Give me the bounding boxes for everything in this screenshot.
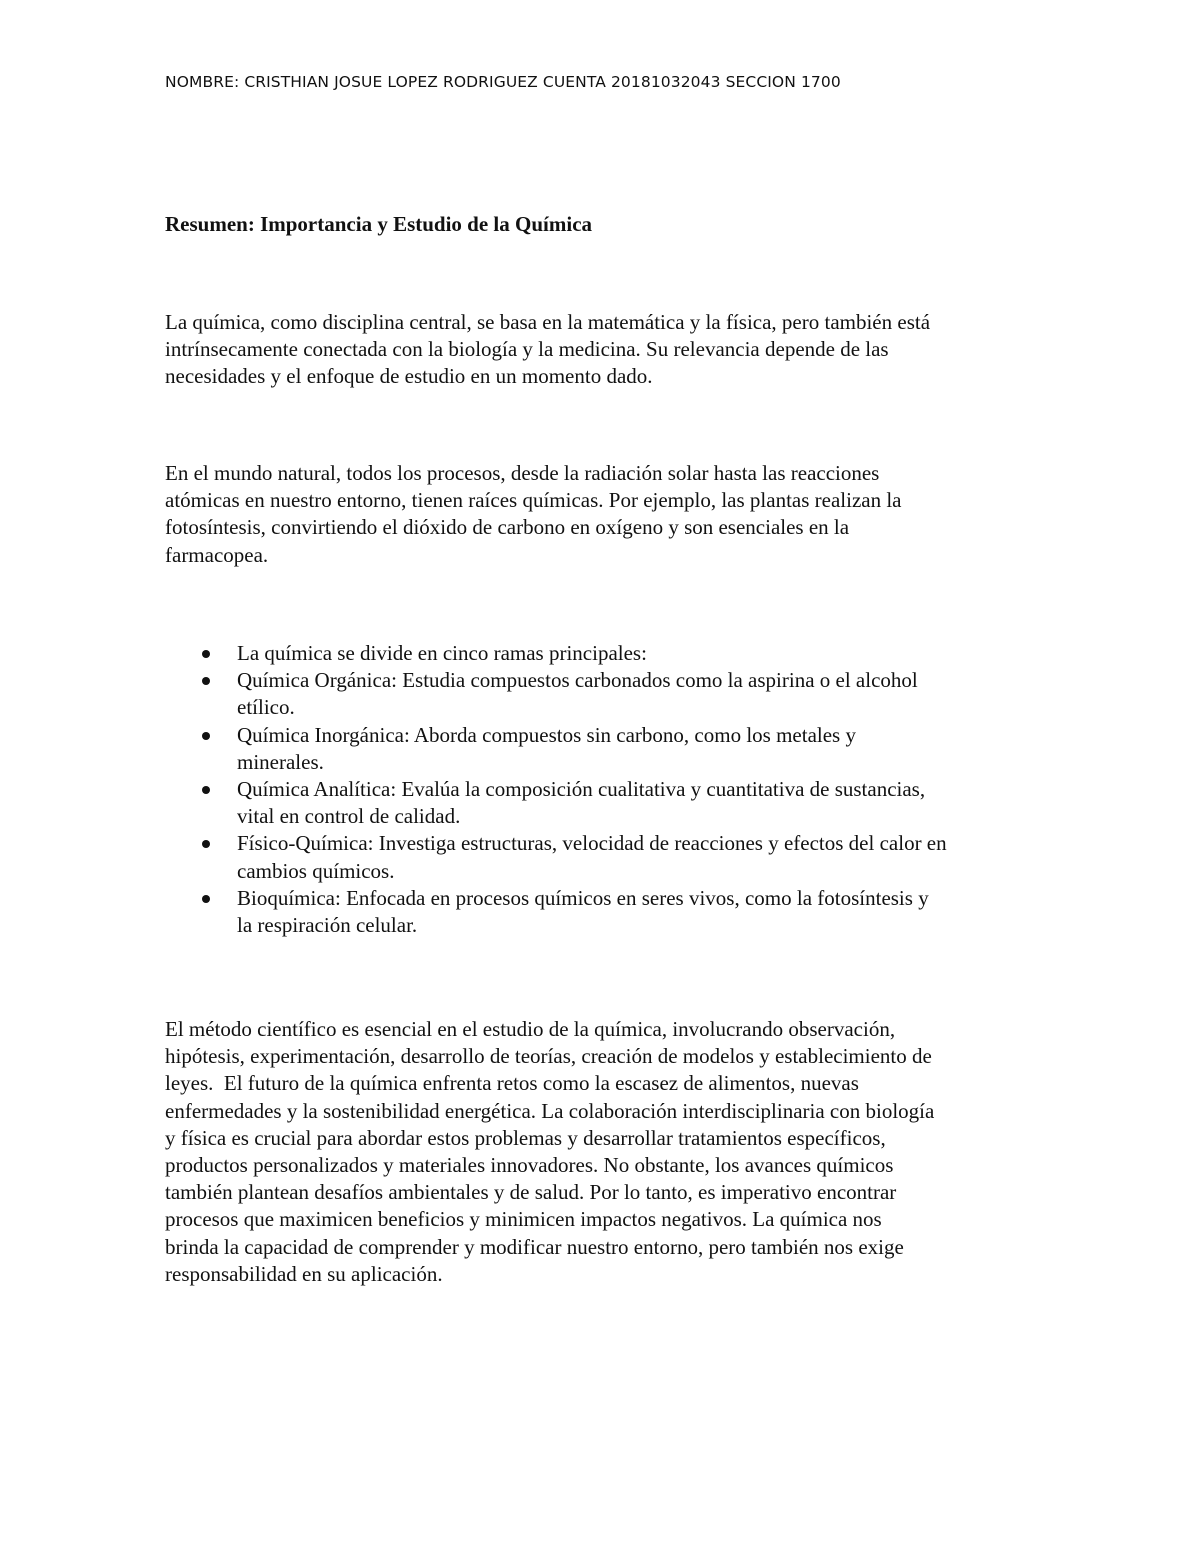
list-item [165,885,1065,939]
list-item-line: minerales. [237,749,324,774]
paragraph-line: atómicas en nuestro entorno, tienen raíces químicas. Por ejemplo, las plantas realizan la [165,488,902,513]
paragraph-line: En el mundo natural, todos los procesos, desde la radiación solar hasta las reacciones [165,461,880,485]
paragraph-line: brinda la capacidad de comprender y modificar nuestro entorno, pero también nos exige [165,1234,904,1259]
paragraph-line: hipótesis, experimentación, desarrollo de teorías, creación de modelos y establecimiento de [165,1044,932,1069]
document-title: Resumen: Importancia y Estudio de la Química [165,212,593,236]
list-item-line: etílico. [237,695,295,720]
paragraph-line: farmacopea. [165,542,269,567]
paragraph-line: procesos que maximicen beneficios y minimicen impactos negativos. La química nos [165,1207,882,1232]
student-header: NOMBRE: CRISTHIAN JOSUE LOPEZ RODRIGUEZ CUENTA 20181032043 SECCION 1700 [165,73,841,91]
paragraph-line: El método científico es esencial en el estudio de la química, involucrando observación, [165,1017,896,1041]
paragraph-line: La química, como disciplina central, se basa en la matemática y la física, pero también está [165,310,931,334]
paragraph-line: fotosíntesis, convirtiendo el dióxido de carbono en oxígeno y son esenciales en la [165,515,850,540]
bullet-icon [202,840,210,848]
paragraph-intro [165,309,1045,391]
paragraph-line: también plantean desafíos ambientales y de salud. Por lo tanto, es imperativo encontrar [165,1180,897,1205]
paragraph-natural-world [165,460,1045,569]
paragraph-line: productos personalizados y materiales innovadores. No obstante, los avances químicos [165,1153,894,1178]
list-item-line: vital en control de calidad. [237,804,461,829]
list-item [165,830,1065,884]
bullet-icon [202,732,210,740]
list-item [165,640,1065,667]
list-item [165,776,1065,830]
list-item [165,667,1065,721]
bullet-icon [202,650,210,658]
list-item-line: La química se divide en cinco ramas principales: [237,641,647,665]
paragraph-line: enfermedades y la sostenibilidad energética. La colaboración interdisciplinaria con biología [165,1098,935,1123]
list-item-line: Físico-Química: Investiga estructuras, velocidad de reacciones y efectos del calor en [237,831,947,856]
list-item-line: Química Inorgánica: Aborda compuestos sin carbono, como los metales y [237,722,856,747]
paragraph-line: y física es crucial para abordar estos problemas y desarrollar tratamientos específicos, [165,1125,886,1150]
list-item-line: la respiración celular. [237,913,418,938]
list-item-line: cambios químicos. [237,858,395,883]
list-item-line: Química Orgánica: Estudia compuestos carbonados como la aspirina o el alcohol [237,668,918,693]
list-item [165,722,1065,776]
paragraph-line: leyes. El futuro de la química enfrenta retos como la escasez de alimentos, nuevas [165,1071,859,1096]
bullet-icon [202,786,210,794]
list-item-line: Química Analítica: Evalúa la composición cualitativa y cuantitativa de sustancias, [237,777,926,802]
list-item-line: Bioquímica: Enfocada en procesos químicos en seres vivos, como la fotosíntesis y [237,885,929,910]
paragraph-line: necesidades y el enfoque de estudio en un momento dado. [165,364,653,389]
paragraph-line: responsabilidad en su aplicación. [165,1261,443,1286]
bullet-icon [202,677,210,685]
paragraph-line: intrínsecamente conectada con la biología y la medicina. Su relevancia depende de las [165,337,889,362]
paragraph-scientific-method [165,1016,1045,1288]
branches-list [165,640,1065,939]
bullet-icon [202,895,210,903]
